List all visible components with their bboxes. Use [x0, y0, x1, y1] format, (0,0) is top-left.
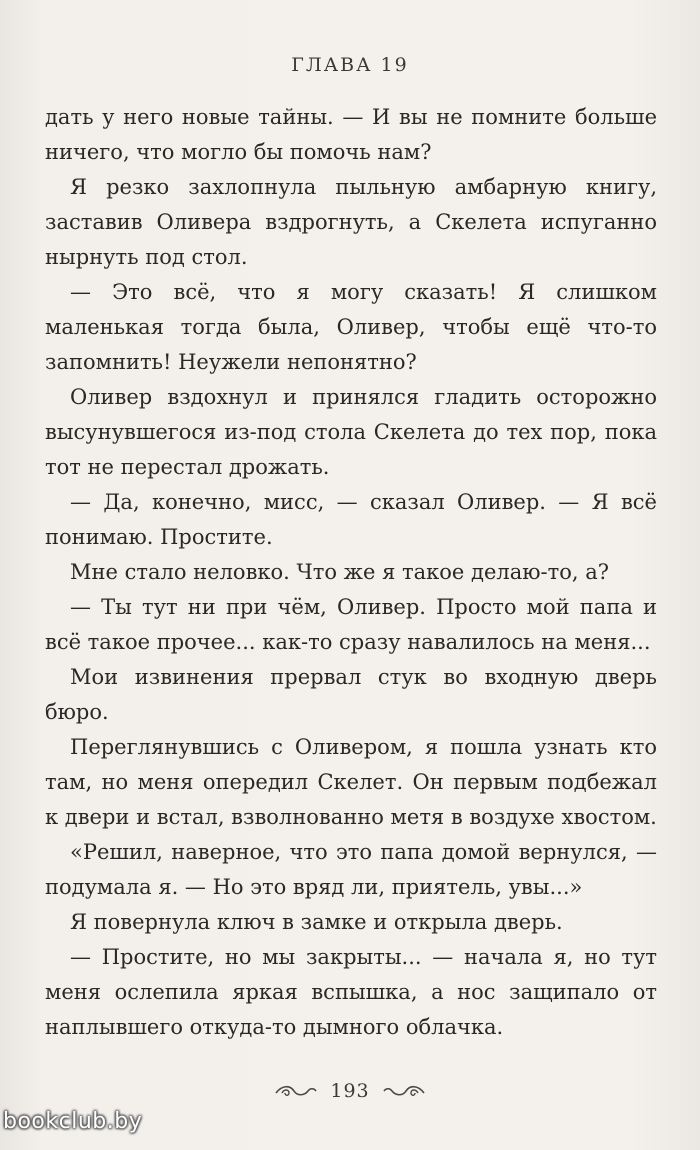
paragraph: — Да, конечно, мисс, — сказал Оливер. — Я всё понимаю. Простите. [45, 490, 657, 549]
paragraph: — Ты тут ни при чём, Оливер. Просто мой папа и всё такое прочее... как-то сразу навалилось на меня... [45, 595, 657, 654]
body-text [45, 100, 657, 1045]
scroll-ornament-left-icon [274, 1081, 318, 1101]
watermark: bookclub.by [3, 1109, 143, 1134]
paragraph: Мои извинения прервал стук во входную дверь бюро. [45, 665, 657, 724]
paragraph: дать у него новые тайны. — И вы не помните больше ничего, что могло бы помочь нам? [45, 105, 657, 164]
page-number: 193 [330, 1080, 370, 1102]
paragraph: Оливер вздохнул и принялся гладить осторожно высунувшегося из-под стола Скелета до тех пор, пока тот не перестал дрожать. [45, 385, 657, 479]
page-footer [0, 1080, 700, 1102]
paragraph: — Это всё, что я могу сказать! Я слишком маленькая тогда была, Оливер, чтобы ещё что-то запомнить! Неужели непонятно? [45, 280, 657, 374]
paragraph: Переглянувшись с Оливером, я пошла узнать кто там, но меня опередил Скелет. Он первым подбежал к двери и встал, взволнованно метя в воздухе хвостом. [45, 735, 657, 829]
scroll-ornament-right-icon [382, 1081, 426, 1101]
paragraph: Я резко захлопнула пыльную амбарную книгу, заставив Оливера вздрогнуть, а Скелета испуганно нырнуть под стол. [45, 175, 657, 269]
paragraph: — Простите, но мы закрыты... — начала я, но тут меня ослепила яркая вспышка, а нос защипало от наплывшего откуда-то дымного облачка. [45, 945, 657, 1039]
paragraph: Я повернула ключ в замке и открыла дверь. [70, 910, 563, 934]
chapter-title: ГЛАВА 19 [291, 54, 409, 76]
paragraph: Мне стало неловко. Что же я такое делаю-то, а? [70, 560, 610, 584]
paragraph: «Решил, наверное, что это папа домой вернулся, — подумала я. — Но это вряд ли, приятель, увы...» [45, 840, 657, 899]
